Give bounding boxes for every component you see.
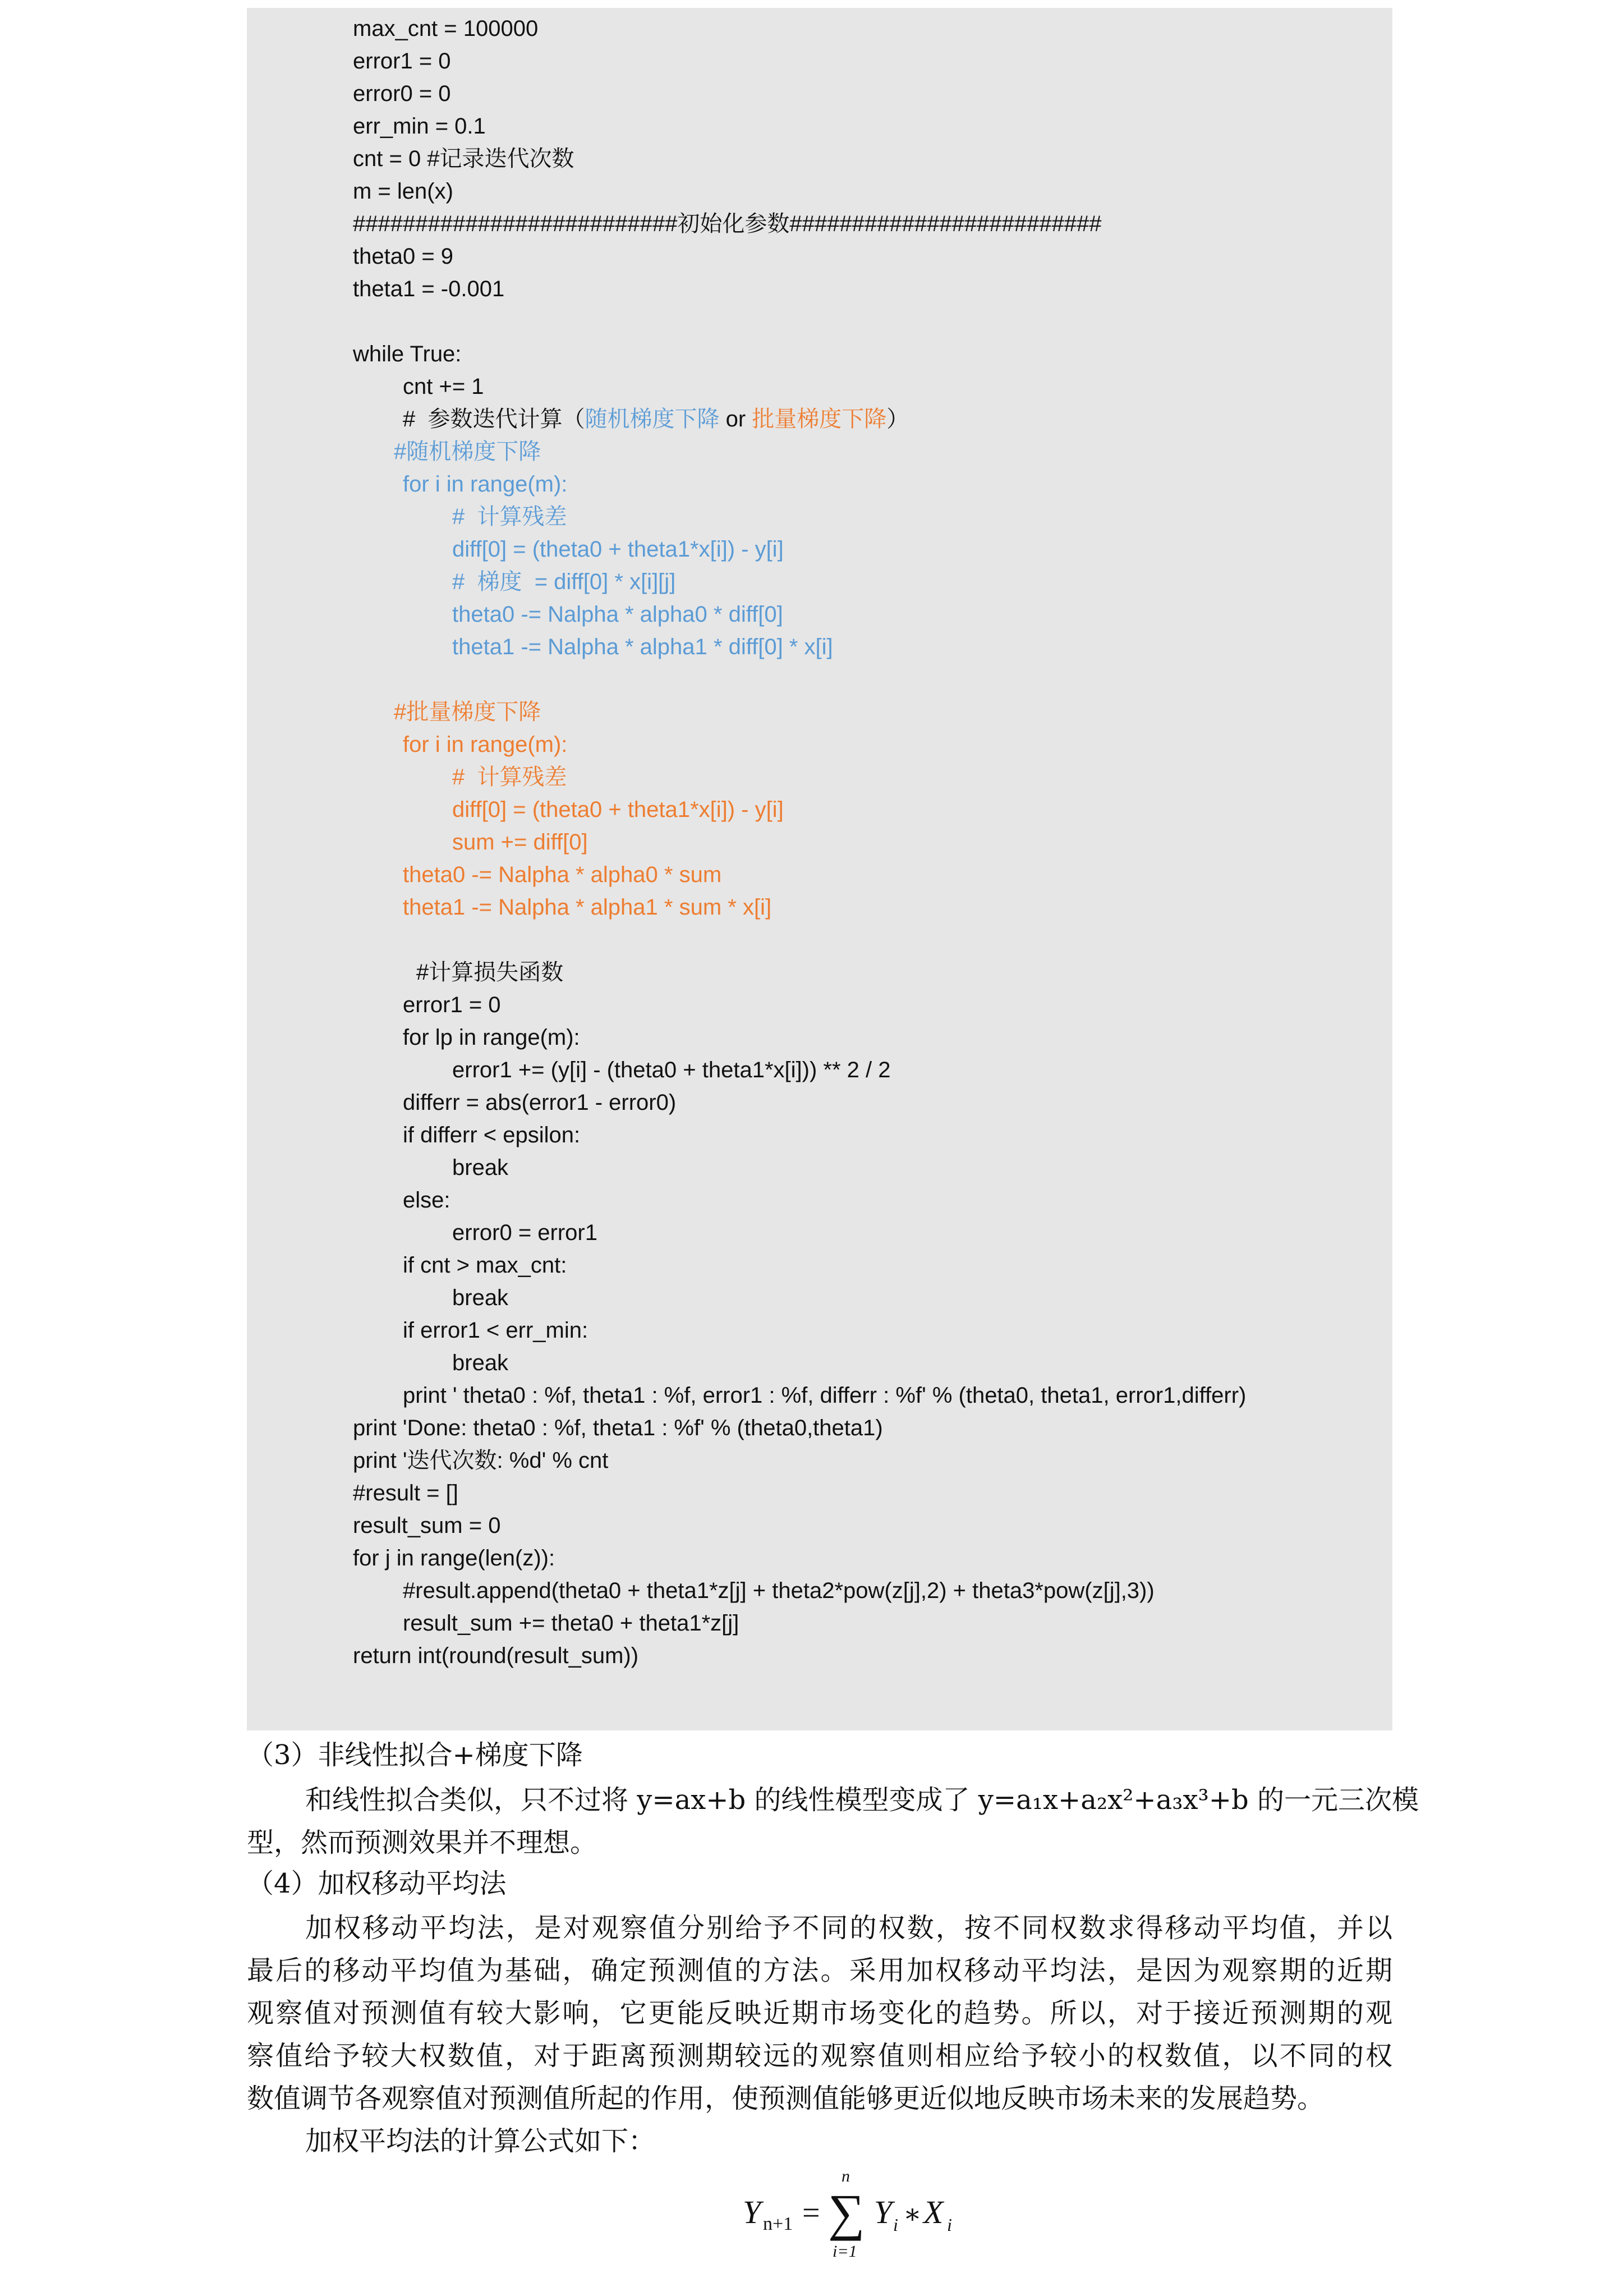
code-line: for i in range(m): (403, 472, 568, 497)
code-line: m = len(x) (353, 179, 453, 204)
formula-lower-limit: i=1 (833, 2242, 857, 2261)
code-block (247, 8, 1392, 1730)
comment-blue-part: 随机梯度下降 (585, 407, 720, 431)
code-line: result_sum = 0 (353, 1513, 501, 1538)
code-line: theta0 -= Nalpha * alpha0 * diff[0] (452, 602, 783, 627)
code-line: cnt += 1 (403, 374, 484, 399)
code-line: if differr < epsilon: (403, 1123, 581, 1147)
code-line: max_cnt = 100000 (353, 16, 539, 41)
code-line: if cnt > max_cnt: (403, 1253, 567, 1278)
code-line: cnt = 0 #记录迭代次数 (353, 146, 574, 171)
comment-orange-part: 批量梯度下降 (752, 407, 887, 431)
code-line: # 计算残差 (452, 765, 567, 789)
code-line: for lp in range(m): (403, 1025, 580, 1050)
code-line: for i in range(m): (403, 732, 568, 757)
formula-term2: X (923, 2194, 944, 2230)
code-line: error0 = error1 (452, 1220, 597, 1245)
section3-paragraph-line: 和线性拟合类似，只不过将 y=ax+b 的线性模型变成了 y=a₁x+a₂x²+a₃x³+b 的一元三次模 (305, 1784, 1419, 1816)
formula-lhs: Y (743, 2194, 761, 2230)
code-line: print 'Done: theta0 : %f, theta1 : %f' % (theta0,theta1) (353, 1416, 883, 1440)
code-line: #result.append(theta0 + theta1*z[j] + theta2*pow(z[j],2) + theta3*pow(z[j],3)) (403, 1578, 1155, 1603)
code-line: result_sum += theta0 + theta1*z[j] (403, 1611, 739, 1636)
comment-prefix: # 参数迭代计算（ (403, 407, 585, 431)
code-line: err_min = 0.1 (353, 114, 486, 139)
code-line: error1 = 0 (353, 49, 451, 74)
code-line: return int(round(result_sum)) (353, 1643, 639, 1668)
code-line: break (452, 1351, 509, 1375)
code-line: #result = [] (353, 1481, 458, 1505)
formula-intro: 加权平均法的计算公式如下： (305, 2125, 656, 2157)
code-line: for j in range(len(z)): (353, 1546, 555, 1571)
section3-paragraph-line: 型，然而预测效果并不理想。 (247, 1827, 597, 1858)
section4-paragraph-line: 观察值对预测值有较大影响，它更能反映近期市场变化的趋势。所以，对于接近预测期的观 (247, 1997, 1392, 2029)
weighted-average-formula (724, 2160, 959, 2272)
code-line: #随机梯度下降 (394, 439, 541, 464)
code-line: theta1 -= Nalpha * alpha1 * diff[0] * x[i] (452, 635, 833, 659)
section4-heading: （4）加权移动平均法 (247, 1868, 507, 1899)
code-line: error0 = 0 (353, 81, 451, 106)
code-line: #计算损失函数 (416, 960, 564, 985)
code-line: #批量梯度下降 (394, 700, 541, 724)
code-line: error1 = 0 (403, 993, 501, 1017)
code-line: break (452, 1155, 509, 1180)
code-line: theta1 -= Nalpha * alpha1 * sum * x[i] (403, 895, 772, 920)
code-line: # 计算残差 (452, 504, 567, 529)
code-line: else: (403, 1188, 450, 1213)
formula-equals: = (802, 2196, 820, 2230)
section4-paragraph-line: 最后的移动平均值为基础，确定预测值的方法。采用加权移动平均法，是因为观察期的近期 (247, 1955, 1392, 1986)
code-line: theta0 -= Nalpha * alpha0 * sum (403, 862, 722, 887)
code-comment-line (403, 403, 909, 435)
formula-lhs-subscript: n+1 (763, 2214, 793, 2234)
code-line: ##########################初始化参数######################### (353, 212, 1102, 236)
code-line: theta1 = -0.001 (353, 277, 505, 301)
code-line: # 梯度 = diff[0] * x[i][j] (452, 570, 676, 594)
code-line: diff[0] = (theta0 + theta1*x[i]) - y[i] (452, 797, 784, 822)
code-line: diff[0] = (theta0 + theta1*x[i]) - y[i] (452, 537, 784, 562)
code-line: error1 += (y[i] - (theta0 + theta1*x[i])) ** 2 / 2 (452, 1058, 891, 1082)
section4-paragraph-line: 数值调节各观察值对预测值所起的作用，使预测值能够更近似地反映市场未来的发展趋势。 (247, 2083, 1325, 2114)
section3-heading: （3）非线性拟合+梯度下降 (247, 1739, 583, 1771)
code-line: if error1 < err_min: (403, 1318, 588, 1343)
code-line: differr = abs(error1 - error0) (403, 1090, 677, 1115)
formula-sigma: ∑ (828, 2184, 865, 2241)
code-line: print '迭代次数: %d' % cnt (353, 1448, 609, 1473)
formula-upper-limit: n (842, 2167, 850, 2185)
section4-paragraph-line: 察值给予较大权数值，对于距离预测期较远的观察值则相应给予较小的权数值，以不同的权 (247, 2040, 1392, 2072)
formula-term1-subscript: i (893, 2215, 898, 2235)
code-line: print ' theta0 : %f, theta1 : %f, error1 : %f, differr : %f' % (theta0, theta1, error1,differr) (403, 1383, 1247, 1408)
formula-times: ∗ (903, 2199, 922, 2229)
formula-term1: Y (874, 2194, 893, 2230)
comment-middle: or (719, 407, 752, 431)
section4-paragraph-line: 加权移动平均法，是对观察值分别给予不同的权数，按不同权数求得移动平均值，并以 (305, 1912, 1392, 1944)
comment-suffix: ） (886, 407, 909, 431)
formula-term2-subscript: i (947, 2215, 952, 2235)
code-line: theta0 = 9 (353, 244, 454, 269)
code-line: sum += diff[0] (452, 830, 588, 855)
code-line: while True: (353, 342, 462, 366)
code-line: break (452, 1285, 509, 1310)
